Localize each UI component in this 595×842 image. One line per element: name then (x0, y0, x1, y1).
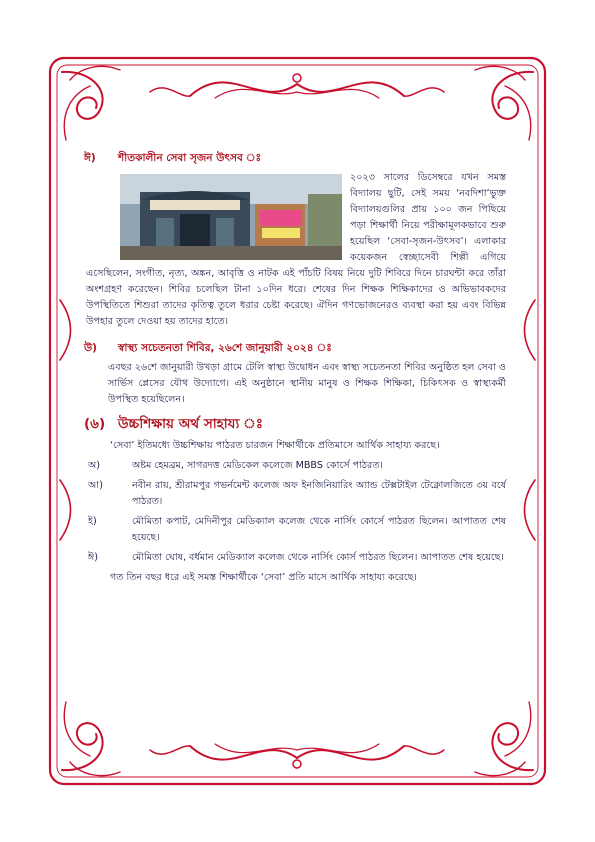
winter-festival-paragraph (86, 170, 506, 330)
list-marker: ঈ) (88, 552, 99, 563)
higher-education-intro: ‘সেবা’ ইতিমধ্যে উচ্চশিক্ষায় পাঠরত চারজন শিক্ষার্থীকে প্রতিমাসে আর্থিক সাহায্য করছে। (110, 440, 440, 451)
list-item-text: মৌমিতা ঘোষ, বর্ধমান মেডিক্যাল কলেজ থেকে নার্সিং কোর্স পাঠরত ছিলেন। আপাতত শেষ হয়েছে। (132, 552, 504, 563)
list-marker: আ) (88, 480, 103, 491)
section-marker: (৬) (84, 416, 106, 432)
section-title: শীতকালীন সেবা সৃজন উৎসব ঃ (118, 152, 262, 164)
list-item (86, 514, 506, 546)
list-item (86, 458, 506, 474)
list-item-text: মৌমিতা কপাট, মেদিনীপুর মেডিক্যাল কলেজ থেকে নার্সিং কোর্সে পাঠরত ছিলেন। আপাতত শেষ হয়েছে। (132, 516, 506, 543)
section-title: স্বাস্থ্য সচেতনতা শিবির, ২৬শে জানুয়ারী ২০২৪ ঃ (118, 342, 332, 354)
page-content (86, 150, 506, 590)
list-item (86, 478, 506, 510)
section-heading-winter-festival (86, 150, 506, 166)
closing-paragraph: গত তিন বছর ধরে এই সমস্ত শিক্ষার্থীকে ‘সেবা’ প্রতি মাসে আর্থিক সাহায্য করেছে। (110, 572, 417, 583)
list-marker: ই) (88, 516, 97, 527)
section-marker: উ) (84, 342, 97, 354)
section-heading-higher-education (86, 414, 506, 434)
school-building-photo (120, 174, 342, 260)
section-title: উচ্চশিক্ষায় অর্থ সাহায্য ঃ (118, 416, 263, 432)
section-marker: ঈ) (84, 152, 96, 164)
list-item-text: নবীন রায়, শ্রীরামপুর গভর্নমেন্ট কলেজ অফ ইনজিনিয়ারিং অ্যান্ড টেক্সটাইল টেক্নোলজিতে ৩য় বর্ষে পাঠরত। (132, 480, 506, 507)
list-item-text: অষ্টম হেমব্রম, সাগরদত্ত মেডিকেল কলেজে MBBS কোর্সে পাঠরত। (132, 460, 383, 471)
list-marker: অ) (88, 460, 101, 471)
section-heading-health-camp (86, 340, 506, 356)
list-item (86, 550, 506, 566)
winter-festival-text: ২০২৩ সালের ডিসেম্বরে যখন সমস্ত বিদ্যালয় ছুটি, সেই সময় ‘নবদিশা’ভুক্ত বিদ্যালয়গুলির প্রায় ১০০ জন পিছিয়ে পড়া শিক্ষার্থী নিয়ে পরীক্ষামূলকভাবে শুরু হয়েছিল ‘সেবা-সৃজন-উৎসব’। এলাকার কয়েকজন স্বেচ্ছাসেবী শিল্পী এগিয়ে এসেছিলেন, সংগীত, নৃত্য, অঙ্কন, আবৃত্তি ও নাটক এই পাঁচটি বিষয় নিয়ে দুটি শিবিরে দিনে চারঘন্টা করে তাঁরা অংশগ্রহণ করেছেন। শিবির চলেছিল টানা ১০দিন ধরে। শেষের দিন শিক্ষক শিক্ষিকাদের ও অভিভাবকদের উপস্থিতিতে শিশুরা তাদের কৃতিত্ব তুলে ধরার চেষ্টা করেছে। ঐদিন গণভোজনেরও ব্যবস্থা করা হয় এবং বিভিন্ন উপহার তুলে দেওয়া হয় তাদের হাতে। (86, 172, 506, 327)
health-camp-paragraph: এবছর ২৬শে জানুয়ারী উখড়া গ্রামে টেলি স্বাস্থ্য উদ্বোধন এবং স্বাস্থ্য সচেতনতা শিবির অনুষ্ঠিত হল সেবা ও সার্ভিস প্লেসের যৌথ উদ্যোগে। এই অনুষ্ঠানে স্থানীয় মানুষ ও শিক্ষক শিক্ষিকা, চিকিৎসক ও স্বাস্থ্যকর্মী উপস্থিত হয়েছিলেন। (108, 362, 506, 405)
